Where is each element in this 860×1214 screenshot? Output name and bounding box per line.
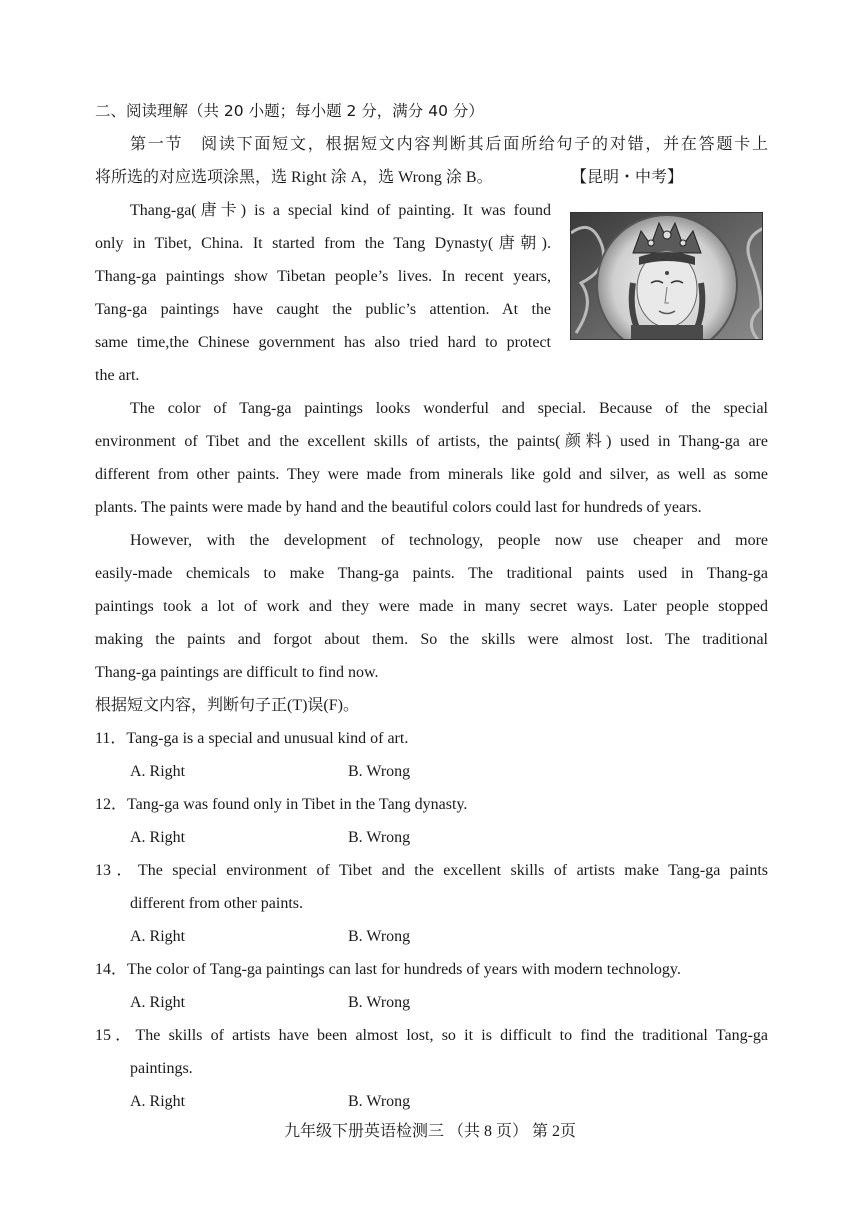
answer-options <box>95 821 768 854</box>
option-a-right[interactable]: A. Right <box>130 763 186 780</box>
question-number: 15． <box>95 1027 136 1044</box>
question-text <box>95 953 768 986</box>
option-a-right[interactable]: A. Right <box>130 994 186 1011</box>
option-b-wrong[interactable]: B. Wrong <box>348 994 411 1011</box>
p1-line-1: Thang-ga(唐卡) is a special kind of painting. It was found <box>130 202 551 219</box>
thangka-illustration <box>571 213 763 340</box>
question-line: The skills of artists have been almost lost, so it is difficult to find the traditional Tang-ga <box>135 1027 768 1044</box>
option-b-wrong[interactable]: B. Wrong <box>348 1093 411 1110</box>
option-b-wrong[interactable]: B. Wrong <box>348 763 411 780</box>
option-b-wrong[interactable]: B. Wrong <box>348 928 411 945</box>
p2-line-2: environment of Tibet and the excellent skills of artists, the paints(颜料) used in Thang-ga are <box>95 433 768 450</box>
question-12 <box>95 788 768 854</box>
p2-line-4: plants. The paints were made by hand and the beautiful colors could last for hundreds of years. <box>95 499 702 516</box>
exam-page <box>95 95 768 1118</box>
page-footer: 九年级下册英语检测三 （共 8 页） 第 2页 <box>283 1123 576 1140</box>
question-text-cont: paintings. <box>130 1060 193 1077</box>
p2-line-1: The color of Tang-ga paintings looks wonderful and special. Because of the special <box>130 400 768 417</box>
p1-line-5: same time,the Chinese government has also tried hard to protect <box>95 334 551 351</box>
option-a-right[interactable]: A. Right <box>130 829 186 846</box>
instruction-line-2 <box>95 161 768 194</box>
p1-line-3: Thang-ga paintings show Tibetan people’s lives. In recent years, <box>95 268 551 285</box>
source-tag: 【昆明・中考】 <box>570 169 683 186</box>
question-text <box>95 1019 768 1052</box>
question-14 <box>95 953 768 1019</box>
question-text <box>95 788 768 821</box>
question-13 <box>95 854 768 953</box>
question-text-cont: different from other paints. <box>130 895 303 912</box>
question-number: 12． <box>95 796 128 813</box>
p2-line-3: different from other paints. They were made from minerals like gold and silver, as well as some <box>95 466 768 483</box>
question-text <box>95 854 768 887</box>
p1-line-2: only in Tibet, China. It started from the Tang Dynasty(唐朝). <box>95 235 551 252</box>
passage-paragraph-3 <box>95 524 768 689</box>
question-line: The color of Tang-ga paintings can last for hundreds of years with modern technology. <box>127 961 681 978</box>
option-b-wrong[interactable]: B. Wrong <box>348 829 411 846</box>
passage-paragraph-1 <box>95 194 768 392</box>
thangka-painting-image <box>570 212 763 340</box>
question-text <box>95 722 768 755</box>
question-line: The special environment of Tibet and the excellent skills of artists make Tang-ga paints <box>137 862 768 879</box>
p3-line-2: easily-made chemicals to make Thang-ga paints. The traditional paints used in Thang-ga <box>95 565 768 582</box>
passage-paragraph-2 <box>95 392 768 524</box>
p3-line-4: making the paints and forgot about them. So the skills were almost lost. The traditional <box>95 631 768 648</box>
p1-line-6: the art. <box>95 367 140 384</box>
answer-options <box>95 1085 768 1118</box>
answer-options <box>95 986 768 1019</box>
option-a-right[interactable]: A. Right <box>130 1093 186 1110</box>
section-heading: 二、阅读理解（共 20 小题；每小题 2 分，满分 40 分） <box>95 102 484 120</box>
question-15 <box>95 1019 768 1118</box>
answer-options <box>95 920 768 953</box>
question-line: Tang-ga was found only in Tibet in the Tang dynasty. <box>127 796 468 813</box>
p3-line-5: Thang-ga paintings are difficult to find now. <box>95 664 379 681</box>
option-a-right[interactable]: A. Right <box>130 928 186 945</box>
instruction-line-1: 第一节 阅读下面短文，根据短文内容判断其后面所给句子的对错，并在答题卡上 <box>130 136 768 153</box>
question-number: 14． <box>95 961 128 978</box>
question-line: Tang-ga is a special and unusual kind of art. <box>126 730 409 747</box>
question-11 <box>95 722 768 788</box>
p1-line-4: Tang-ga paintings have caught the public’s attention. At the <box>95 301 551 318</box>
question-instruction: 根据短文内容，判断句子正(T)误(F)。 <box>95 697 359 714</box>
question-number: 11． <box>95 730 127 747</box>
instruction-line-2-text: 将所选的对应选项涂黑，选 Right 涂 A，选 Wrong 涂 B。 <box>95 169 493 186</box>
question-number: 13． <box>95 862 138 879</box>
p3-line-3: paintings took a lot of work and they were made in many secret ways. Later people stopped <box>95 598 768 615</box>
p3-line-1: However, with the development of technology, people now use cheaper and more <box>130 532 768 549</box>
answer-options <box>95 755 768 788</box>
